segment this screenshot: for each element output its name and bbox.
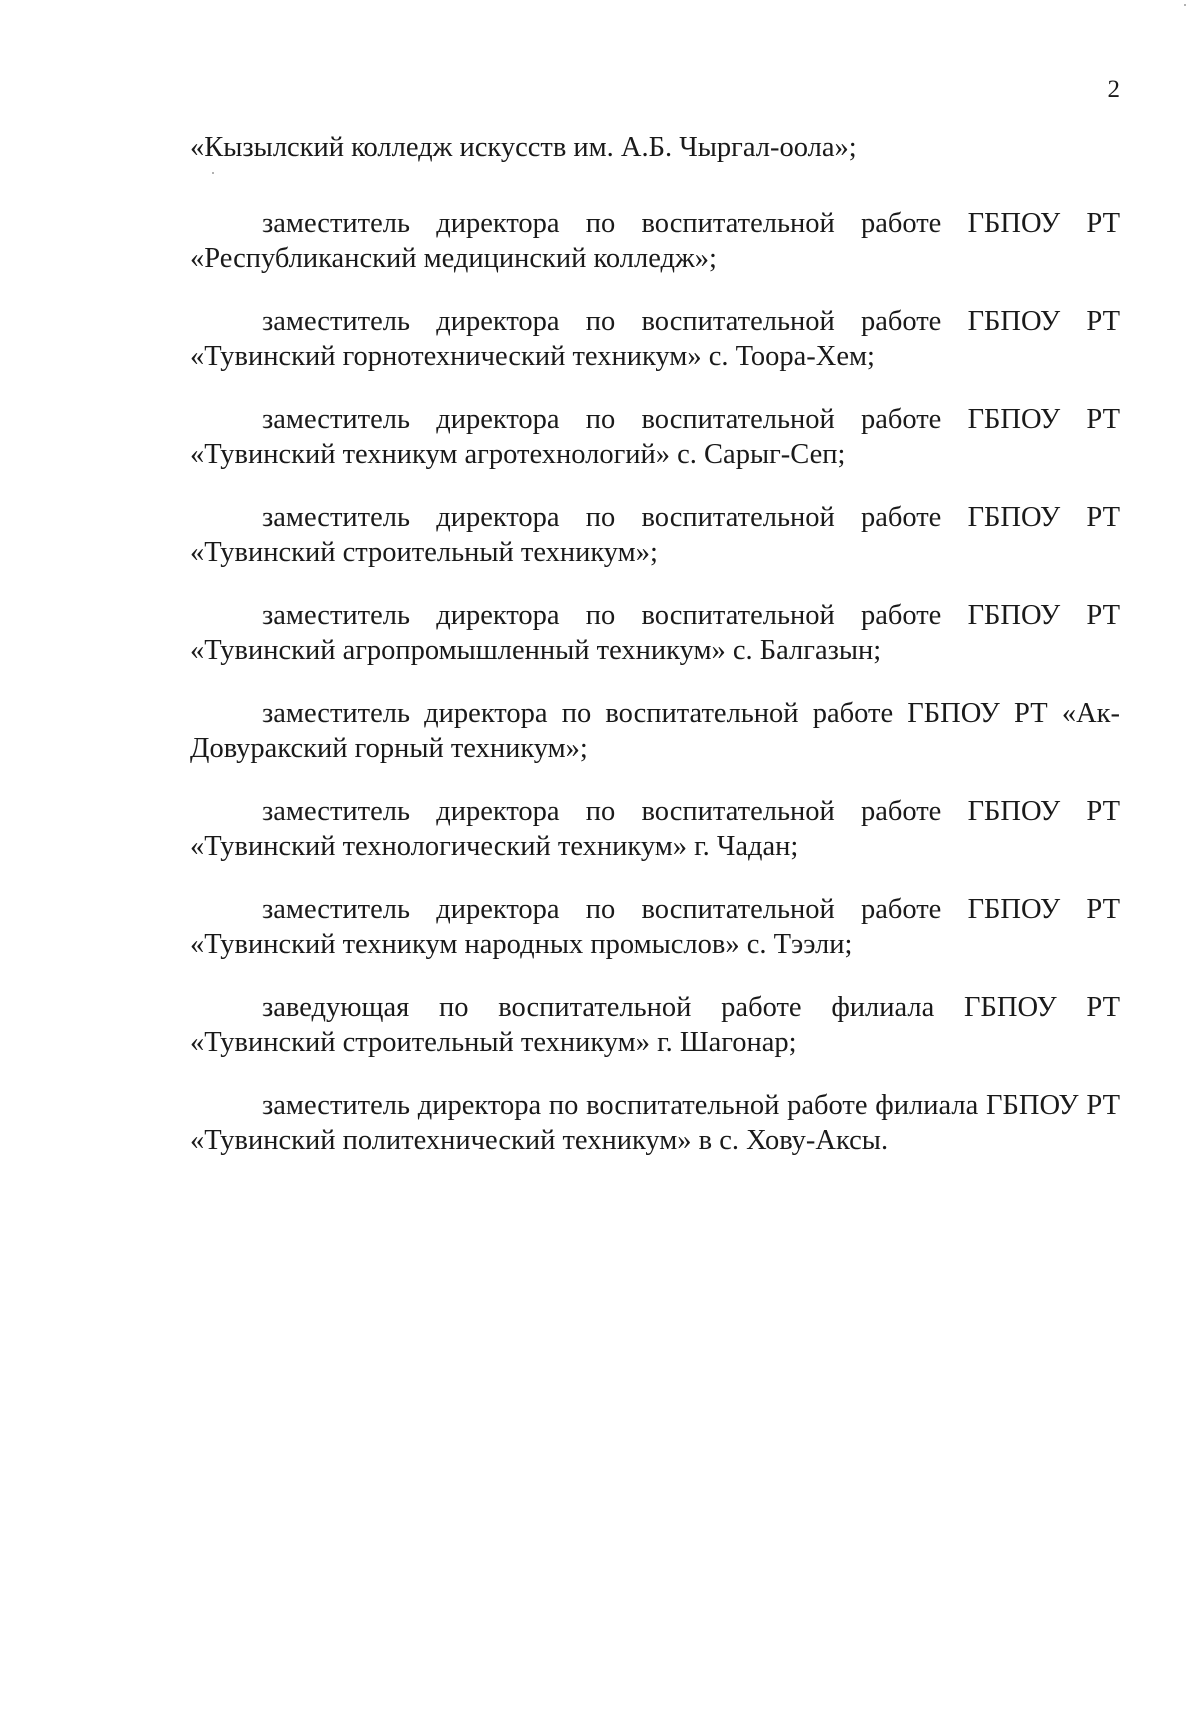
paragraph-line: «Тувинский политехнический техникум» в с. Хову-Аксы. [190,1125,889,1156]
paragraph-line: заместитель директора по воспитательной работе ГБПОУ РТ [262,208,1120,239]
paragraph-line: Довуракский горный техникум»; [190,733,588,764]
paragraph-line: «Республиканский медицинский колледж»; [190,243,717,274]
paragraph-continuation [190,130,1120,165]
paragraph [190,402,1120,472]
paragraph-line: заместитель директора по воспитательной работе ГБПОУ РТ [262,502,1120,533]
paragraph [190,598,1120,668]
paragraph-line: заместитель директора по воспитательной работе ГБПОУ РТ «Ак- [262,698,1120,729]
paragraph-line: «Тувинский технологический техникум» г. Чадан; [190,831,799,862]
paragraph-line: «Тувинский строительный техникум» г. Шагонар; [190,1027,797,1058]
paragraph-line: заместитель директора по воспитательной работе ГБПОУ РТ [262,796,1120,827]
paragraph-line: заместитель директора по воспитательной работе ГБПОУ РТ [262,894,1120,925]
scan-speck [1184,4,1186,6]
document-body [190,130,1120,1186]
page-number: 2 [1107,76,1120,103]
paragraph [190,794,1120,864]
paragraph-line: заместитель директора по воспитательной работе ГБПОУ РТ [262,600,1120,631]
paragraph [190,1088,1120,1158]
paragraph [190,206,1120,276]
paragraph-line: «Тувинский техникум агротехнологий» с. Сарыг-Сеп; [190,439,846,470]
paragraph-line: «Тувинский агропромышленный техникум» с. Балгазын; [190,635,882,666]
paragraph [190,500,1120,570]
paragraph-line: «Кызылский колледж искусств им. А.Б. Чыргал-оола»; [190,132,857,163]
paragraph [190,696,1120,766]
paragraph [190,892,1120,962]
paragraph-line: заместитель директора по воспитательной работе ГБПОУ РТ [262,404,1120,435]
paragraph-line: заместитель директора по воспитательной работе филиала ГБПОУ РТ [262,1090,1120,1121]
paragraph-line: «Тувинский техникум народных промыслов» с. Тээли; [190,929,853,960]
paragraph [190,304,1120,374]
paragraph-line: «Тувинский строительный техникум»; [190,537,658,568]
paragraph-line: «Тувинский горнотехнический техникум» с. Тоора-Хем; [190,341,875,372]
paragraph-line: заместитель директора по воспитательной работе ГБПОУ РТ [262,306,1120,337]
paragraph-line: заведующая по воспитательной работе филиала ГБПОУ РТ [262,992,1120,1023]
paragraph [190,990,1120,1060]
